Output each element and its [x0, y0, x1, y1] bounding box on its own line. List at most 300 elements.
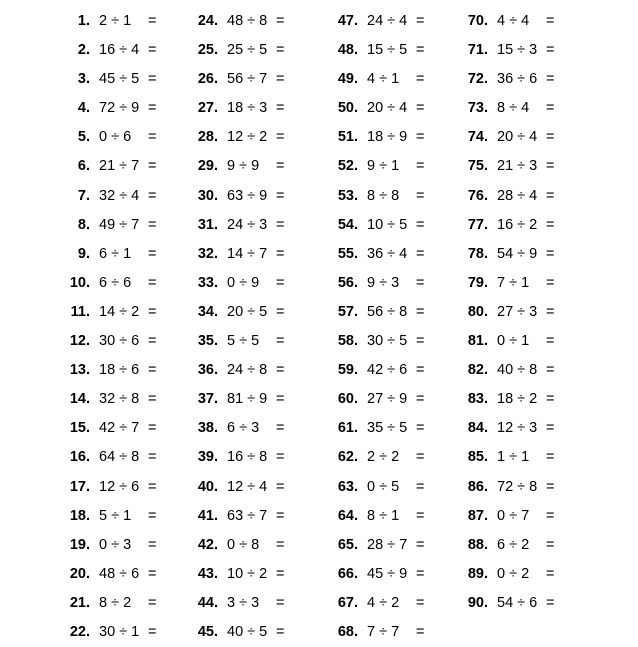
problem-row: [60, 65, 200, 94]
division-expression: 2 ÷ 2: [367, 449, 400, 466]
division-expression: 6 ÷ 6: [99, 274, 132, 291]
problem-row: [458, 298, 598, 327]
problem-number: 3.: [77, 71, 90, 88]
problem-number: 20.: [69, 565, 90, 582]
problem-row: [188, 123, 328, 152]
equals-sign: =: [416, 158, 425, 175]
division-expression: 16 ÷ 8: [227, 449, 268, 466]
division-expression: 54 ÷ 6: [497, 594, 538, 611]
problem-row: [328, 152, 468, 181]
problem-number: 57.: [337, 303, 358, 320]
division-expression: 48 ÷ 8: [227, 13, 268, 29]
division-expression: 40 ÷ 8: [497, 362, 538, 379]
problem-row: [188, 327, 328, 356]
problem-number: 39.: [197, 449, 218, 466]
equals-sign: =: [416, 129, 425, 146]
equals-sign: =: [276, 303, 285, 320]
division-expression: 18 ÷ 3: [227, 100, 268, 117]
division-expression: 63 ÷ 9: [227, 187, 268, 204]
problem-row: [328, 269, 468, 298]
problem-row: [188, 182, 328, 211]
problem-number: 49.: [337, 71, 358, 88]
problem-number: 14.: [69, 391, 90, 408]
problem-row: [328, 473, 468, 502]
equals-sign: =: [546, 565, 555, 582]
problem-row: [60, 473, 200, 502]
division-expression: 21 ÷ 7: [99, 158, 140, 175]
problem-row: [60, 327, 200, 356]
problem-number: 16.: [69, 449, 90, 466]
division-expression: 4 ÷ 1: [367, 71, 400, 88]
problem-row: [188, 443, 328, 472]
problem-number: 50.: [337, 100, 358, 117]
equals-sign: =: [276, 478, 285, 495]
division-expression: 3 ÷ 3: [227, 594, 260, 611]
problem-row: [458, 473, 598, 502]
problem-row: [60, 531, 200, 560]
problem-number: 25.: [197, 42, 218, 59]
problem-number: 84.: [467, 420, 488, 437]
problem-number: 43.: [197, 565, 218, 582]
problem-row: [60, 298, 200, 327]
problem-row: [188, 531, 328, 560]
division-expression: 12 ÷ 4: [227, 478, 268, 495]
division-expression: 30 ÷ 6: [99, 333, 140, 350]
division-expression: 12 ÷ 6: [99, 478, 140, 495]
problem-row: [188, 560, 328, 589]
equals-sign: =: [546, 187, 555, 204]
problem-number: 38.: [197, 420, 218, 437]
equals-sign: =: [276, 274, 285, 291]
equals-sign: =: [546, 507, 555, 524]
division-expression: 36 ÷ 6: [497, 71, 538, 88]
equals-sign: =: [148, 129, 157, 146]
equals-sign: =: [276, 245, 285, 262]
equals-sign: =: [148, 303, 157, 320]
equals-sign: =: [276, 216, 285, 233]
problem-number: 8.: [77, 216, 90, 233]
problem-number: 78.: [467, 245, 488, 262]
problem-row: [188, 94, 328, 123]
problem-row: [60, 589, 200, 618]
equals-sign: =: [276, 391, 285, 408]
problem-row: [60, 414, 200, 443]
problem-row: [458, 240, 598, 269]
problem-number: 17.: [69, 478, 90, 495]
division-expression: 20 ÷ 4: [497, 129, 538, 146]
problem-row: [60, 356, 200, 385]
problem-row: [328, 298, 468, 327]
equals-sign: =: [546, 478, 555, 495]
problem-row: [60, 211, 200, 240]
division-expression: 10 ÷ 2: [227, 565, 268, 582]
equals-sign: =: [276, 362, 285, 379]
problem-number: 61.: [337, 420, 358, 437]
division-expression: 9 ÷ 9: [227, 158, 260, 175]
division-expression: 4 ÷ 2: [367, 594, 400, 611]
problem-row: [188, 356, 328, 385]
equals-sign: =: [546, 274, 555, 291]
equals-sign: =: [416, 274, 425, 291]
equals-sign: =: [416, 333, 425, 350]
problem-row: [188, 240, 328, 269]
division-expression: 1 ÷ 1: [497, 449, 530, 466]
problem-row: [328, 240, 468, 269]
problem-number: 36.: [197, 362, 218, 379]
equals-sign: =: [416, 303, 425, 320]
division-expression: 25 ÷ 5: [227, 42, 268, 59]
problem-number: 28.: [197, 129, 218, 146]
division-expression: 12 ÷ 3: [497, 420, 538, 437]
division-expression: 54 ÷ 9: [497, 245, 538, 262]
problem-number: 63.: [337, 478, 358, 495]
problem-number: 53.: [337, 187, 358, 204]
equals-sign: =: [276, 623, 285, 640]
problem-row: [458, 65, 598, 94]
division-expression: 72 ÷ 8: [497, 478, 538, 495]
problem-number: 19.: [69, 536, 90, 553]
problem-row: [328, 443, 468, 472]
equals-sign: =: [148, 623, 157, 640]
equals-sign: =: [276, 420, 285, 437]
equals-sign: =: [546, 245, 555, 262]
problem-number: 58.: [337, 333, 358, 350]
division-expression: 5 ÷ 1: [99, 507, 132, 524]
problem-column-3: [328, 7, 468, 647]
equals-sign: =: [148, 536, 157, 553]
problem-row: [188, 269, 328, 298]
problem-row: [458, 356, 598, 385]
problem-row: [458, 385, 598, 414]
problem-column-2: [188, 7, 328, 647]
problem-number: 13.: [69, 362, 90, 379]
problem-number: 45.: [197, 623, 218, 640]
problem-row: [328, 618, 468, 647]
equals-sign: =: [416, 245, 425, 262]
problem-number: 85.: [467, 449, 488, 466]
problem-row: [328, 560, 468, 589]
equals-sign: =: [276, 333, 285, 350]
division-expression: 0 ÷ 7: [497, 507, 530, 524]
problem-row: [328, 36, 468, 65]
problem-number: 62.: [337, 449, 358, 466]
problem-number: 12.: [69, 333, 90, 350]
division-expression: 20 ÷ 5: [227, 303, 268, 320]
equals-sign: =: [546, 71, 555, 88]
division-expression: 5 ÷ 5: [227, 333, 260, 350]
problem-number: 60.: [337, 391, 358, 408]
problem-number: 29.: [197, 158, 218, 175]
equals-sign: =: [416, 420, 425, 437]
equals-sign: =: [148, 333, 157, 350]
equals-sign: =: [416, 13, 425, 29]
problem-number: 44.: [197, 594, 218, 611]
division-expression: 0 ÷ 5: [367, 478, 400, 495]
division-expression: 36 ÷ 4: [367, 245, 408, 262]
problem-number: 41.: [197, 507, 218, 524]
problem-number: 5.: [77, 129, 90, 146]
division-expression: 30 ÷ 1: [99, 623, 140, 640]
problem-row: [60, 269, 200, 298]
problem-row: [458, 560, 598, 589]
division-expression: 24 ÷ 3: [227, 216, 268, 233]
problem-number: 6.: [77, 158, 90, 175]
division-expression: 16 ÷ 4: [99, 42, 140, 59]
problem-row: [60, 618, 200, 647]
problem-row: [60, 36, 200, 65]
equals-sign: =: [416, 536, 425, 553]
problem-row: [60, 385, 200, 414]
problem-number: 33.: [197, 274, 218, 291]
problem-row: [458, 414, 598, 443]
problem-number: 59.: [337, 362, 358, 379]
problem-row: [458, 502, 598, 531]
problem-row: [458, 531, 598, 560]
division-expression: 48 ÷ 6: [99, 565, 140, 582]
problem-number: 47.: [337, 13, 358, 29]
division-expression: 0 ÷ 8: [227, 536, 260, 553]
problem-row: [458, 152, 598, 181]
equals-sign: =: [276, 507, 285, 524]
problem-row: [188, 211, 328, 240]
problem-row: [328, 65, 468, 94]
problem-number: 88.: [467, 536, 488, 553]
problem-row: [60, 182, 200, 211]
problem-row: [328, 327, 468, 356]
problem-number: 31.: [197, 216, 218, 233]
equals-sign: =: [148, 478, 157, 495]
problem-row: [458, 589, 598, 618]
problem-row: [328, 531, 468, 560]
problem-row: [60, 152, 200, 181]
division-expression: 2 ÷ 1: [99, 13, 132, 29]
problem-row: [458, 182, 598, 211]
equals-sign: =: [148, 13, 157, 29]
problem-number: 77.: [467, 216, 488, 233]
problem-row: [188, 36, 328, 65]
division-expression: 56 ÷ 8: [367, 303, 408, 320]
problem-number: 7.: [77, 187, 90, 204]
problem-number: 73.: [467, 100, 488, 117]
problem-row: [60, 123, 200, 152]
problem-number: 40.: [197, 478, 218, 495]
equals-sign: =: [416, 478, 425, 495]
equals-sign: =: [148, 449, 157, 466]
equals-sign: =: [416, 216, 425, 233]
problem-number: 1.: [77, 13, 90, 29]
problem-number: 30.: [197, 187, 218, 204]
division-expression: 7 ÷ 1: [497, 274, 530, 291]
division-expression: 9 ÷ 1: [367, 158, 400, 175]
problem-row: [60, 502, 200, 531]
division-expression: 49 ÷ 7: [99, 216, 140, 233]
equals-sign: =: [148, 100, 157, 117]
division-expression: 24 ÷ 4: [367, 13, 408, 29]
problem-row: [328, 385, 468, 414]
division-expression: 45 ÷ 9: [367, 565, 408, 582]
problem-number: 2.: [77, 42, 90, 59]
problem-number: 76.: [467, 187, 488, 204]
problem-row: [458, 94, 598, 123]
division-expression: 0 ÷ 3: [99, 536, 132, 553]
division-expression: 40 ÷ 5: [227, 623, 268, 640]
equals-sign: =: [546, 42, 555, 59]
division-expression: 8 ÷ 4: [497, 100, 530, 117]
equals-sign: =: [148, 42, 157, 59]
division-expression: 7 ÷ 7: [367, 623, 400, 640]
problem-column-4: [458, 7, 598, 618]
division-expression: 9 ÷ 3: [367, 274, 400, 291]
problem-number: 67.: [337, 594, 358, 611]
division-expression: 15 ÷ 5: [367, 42, 408, 59]
problem-row: [60, 443, 200, 472]
division-expression: 14 ÷ 2: [99, 303, 140, 320]
problem-number: 42.: [197, 536, 218, 553]
problem-number: 32.: [197, 245, 218, 262]
equals-sign: =: [416, 362, 425, 379]
problem-number: 55.: [337, 245, 358, 262]
equals-sign: =: [546, 13, 555, 29]
equals-sign: =: [546, 158, 555, 175]
problem-row: [458, 269, 598, 298]
problem-row: [328, 211, 468, 240]
problem-number: 82.: [467, 362, 488, 379]
division-expression: 32 ÷ 8: [99, 391, 140, 408]
problem-row: [328, 502, 468, 531]
problem-row: [188, 65, 328, 94]
equals-sign: =: [546, 129, 555, 146]
equals-sign: =: [148, 216, 157, 233]
division-expression: 72 ÷ 9: [99, 100, 140, 117]
division-expression: 27 ÷ 3: [497, 303, 538, 320]
problem-row: [188, 618, 328, 647]
problem-number: 89.: [467, 565, 488, 582]
division-expression: 30 ÷ 5: [367, 333, 408, 350]
equals-sign: =: [416, 100, 425, 117]
equals-sign: =: [416, 594, 425, 611]
problem-number: 86.: [467, 478, 488, 495]
equals-sign: =: [546, 594, 555, 611]
problem-number: 18.: [69, 507, 90, 524]
division-expression: 0 ÷ 6: [99, 129, 132, 146]
equals-sign: =: [416, 507, 425, 524]
problem-number: 75.: [467, 158, 488, 175]
division-expression: 81 ÷ 9: [227, 391, 268, 408]
division-expression: 56 ÷ 7: [227, 71, 268, 88]
problem-number: 87.: [467, 507, 488, 524]
problem-number: 26.: [197, 71, 218, 88]
equals-sign: =: [546, 420, 555, 437]
division-expression: 6 ÷ 1: [99, 245, 132, 262]
problem-row: [328, 182, 468, 211]
problem-row: [188, 589, 328, 618]
equals-sign: =: [546, 362, 555, 379]
equals-sign: =: [546, 449, 555, 466]
problem-number: 52.: [337, 158, 358, 175]
problem-row: [60, 94, 200, 123]
equals-sign: =: [416, 449, 425, 466]
problem-number: 64.: [337, 507, 358, 524]
equals-sign: =: [416, 42, 425, 59]
division-expression: 28 ÷ 7: [367, 536, 408, 553]
problem-number: 34.: [197, 303, 218, 320]
problem-row: [328, 7, 468, 36]
division-expression: 20 ÷ 4: [367, 100, 408, 117]
problem-row: [458, 123, 598, 152]
problem-number: 54.: [337, 216, 358, 233]
division-expression: 32 ÷ 4: [99, 187, 140, 204]
division-expression: 4 ÷ 4: [497, 13, 530, 29]
division-expression: 27 ÷ 9: [367, 391, 408, 408]
equals-sign: =: [276, 158, 285, 175]
problem-number: 37.: [197, 391, 218, 408]
equals-sign: =: [148, 158, 157, 175]
problem-number: 9.: [77, 245, 90, 262]
problem-column-1: [60, 7, 200, 647]
division-expression: 6 ÷ 3: [227, 420, 260, 437]
problem-row: [458, 443, 598, 472]
equals-sign: =: [276, 100, 285, 117]
problem-row: [458, 327, 598, 356]
equals-sign: =: [276, 565, 285, 582]
equals-sign: =: [416, 71, 425, 88]
division-expression: 63 ÷ 7: [227, 507, 268, 524]
problem-row: [458, 211, 598, 240]
problem-number: 80.: [467, 303, 488, 320]
problem-row: [188, 298, 328, 327]
division-expression: 8 ÷ 2: [99, 594, 132, 611]
problem-number: 24.: [197, 13, 218, 29]
division-expression: 16 ÷ 2: [497, 216, 538, 233]
division-expression: 10 ÷ 5: [367, 216, 408, 233]
division-expression: 0 ÷ 9: [227, 274, 260, 291]
division-expression: 12 ÷ 2: [227, 129, 268, 146]
equals-sign: =: [148, 245, 157, 262]
division-expression: 18 ÷ 6: [99, 362, 140, 379]
problem-number: 22.: [69, 623, 90, 640]
equals-sign: =: [276, 449, 285, 466]
equals-sign: =: [546, 536, 555, 553]
problem-number: 15.: [69, 420, 90, 437]
problem-number: 65.: [337, 536, 358, 553]
equals-sign: =: [546, 100, 555, 117]
equals-sign: =: [148, 187, 157, 204]
equals-sign: =: [276, 187, 285, 204]
problem-number: 21.: [69, 594, 90, 611]
equals-sign: =: [416, 391, 425, 408]
equals-sign: =: [416, 623, 425, 640]
equals-sign: =: [546, 333, 555, 350]
division-expression: 45 ÷ 5: [99, 71, 140, 88]
problem-row: [328, 589, 468, 618]
division-expression: 8 ÷ 8: [367, 187, 400, 204]
division-expression: 8 ÷ 1: [367, 507, 400, 524]
equals-sign: =: [276, 536, 285, 553]
division-expression: 64 ÷ 8: [99, 449, 140, 466]
equals-sign: =: [148, 507, 157, 524]
problem-number: 72.: [467, 71, 488, 88]
equals-sign: =: [148, 594, 157, 611]
problem-row: [60, 7, 200, 36]
division-expression: 42 ÷ 6: [367, 362, 408, 379]
division-expression: 28 ÷ 4: [497, 187, 538, 204]
division-expression: 0 ÷ 2: [497, 565, 530, 582]
equals-sign: =: [276, 594, 285, 611]
division-expression: 6 ÷ 2: [497, 536, 530, 553]
problem-number: 90.: [467, 594, 488, 611]
equals-sign: =: [148, 274, 157, 291]
problem-row: [458, 36, 598, 65]
